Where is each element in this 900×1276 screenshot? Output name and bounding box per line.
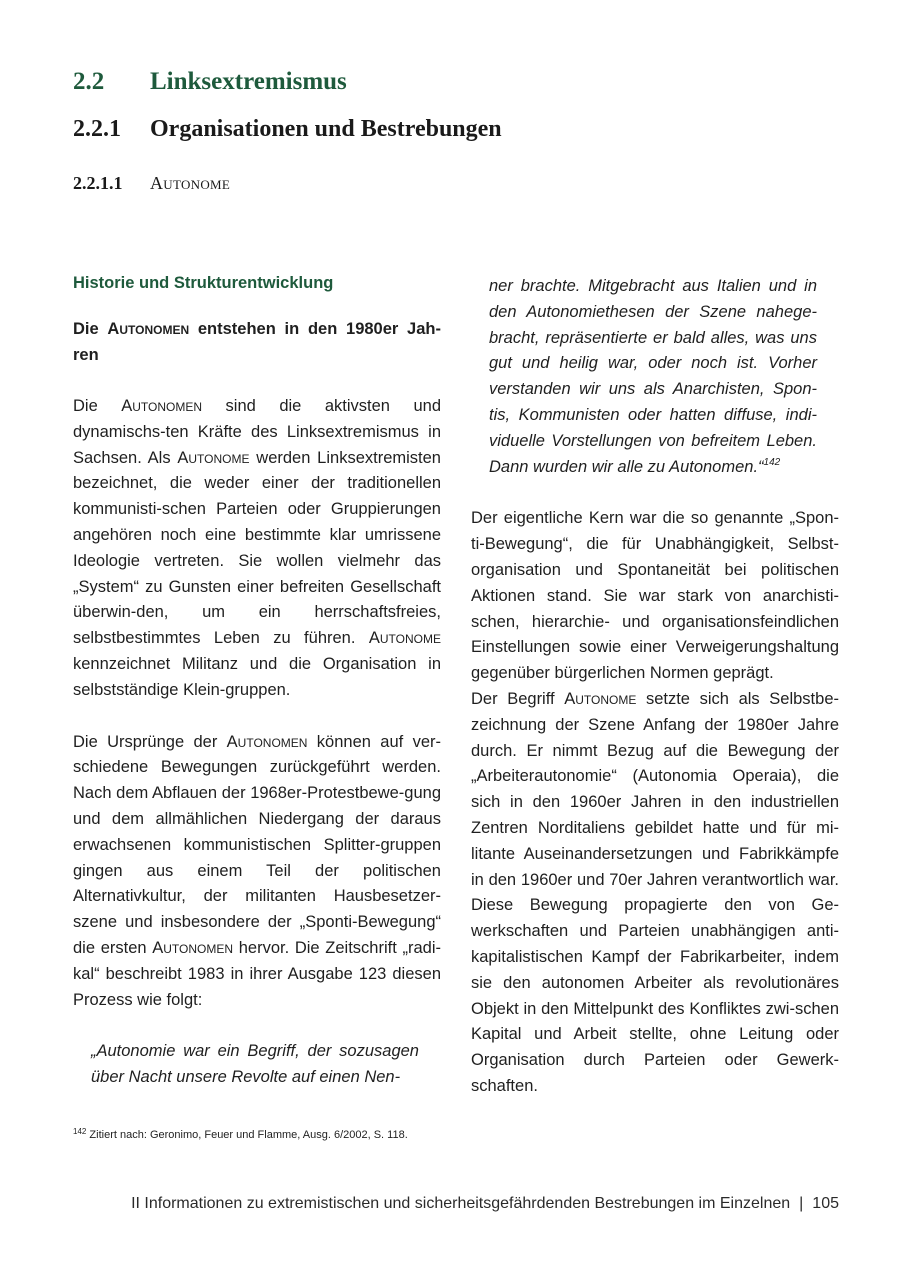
text-run: entstehen in den 1980er Jah-ren xyxy=(73,320,441,364)
footnote-text: Zitiert nach: Geronimo, Feuer und Flamme, Ausg. 6/2002, S. 118. xyxy=(89,1129,408,1141)
section-number: 2.2 xyxy=(73,68,105,95)
section-title: Autonome xyxy=(150,173,231,193)
paragraph-4 xyxy=(471,687,839,1100)
section-heading-2-2-1 xyxy=(73,116,502,143)
text-run: Die xyxy=(73,397,122,415)
footnote xyxy=(73,1129,408,1141)
section-number: 2.2.1 xyxy=(73,116,121,142)
text-run: sind die aktivsten und dynamischs-ten Kräfte des Linksextremismus in Sachsen. Als xyxy=(73,397,441,467)
page-footer xyxy=(131,1195,839,1213)
small-caps-term: Autonome xyxy=(564,689,637,708)
section-heading-2-2-1-1 xyxy=(73,173,230,194)
footnote-reference[interactable]: 142 xyxy=(763,456,781,468)
page-number: 105 xyxy=(812,1195,839,1212)
text-run: ner brachte. Mitgebracht aus Italien und in den Autonomiethesen der Szene nahege-bracht, repräsentierte er bald alles, was uns gut und heilig war, oder noch ist. Vorher verstanden wir uns als Anarchisten, Spon-tis, Kommunisten oder hatten diffuse, indi-viduelle Vorstellungen von befreitem Leben. Dann wurden wir alle zu Autonomen.“ xyxy=(489,277,817,476)
paragraph-1 xyxy=(73,394,441,704)
section-title: Linksextremismus xyxy=(150,68,347,95)
footer-separator: | xyxy=(799,1195,804,1212)
text-run: Die xyxy=(73,320,108,338)
text-run: Die Ursprünge der xyxy=(73,732,227,751)
text-run: hervor. Die Zeitschrift „radi-kal“ beschreibt 1983 in ihrer Ausgabe 123 diesen Prozess wie folgt: xyxy=(73,938,441,1009)
text-run: kennzeichnet Militanz und die Organisation in selbstständige Klein-gruppen. xyxy=(73,654,441,699)
small-caps-term: Autonome xyxy=(177,448,250,467)
right-column xyxy=(471,274,839,1100)
small-caps-term: Autonomen xyxy=(226,732,308,751)
footnote-number: 142 xyxy=(73,1127,87,1136)
section-number: 2.2.1.1 xyxy=(73,173,123,193)
left-column xyxy=(73,270,441,1091)
paragraph-3: Der eigentliche Kern war die so genannte „Spon-ti-Bewegung“, die für Unabhängigkeit, Selbst-organisation und Spontaneität bei politischen Aktionen stand. Sie war stark von anarchisti-schen, hierarchie- und organisationsfeindlichen Einstellungen sowie einer Verweigerungshaltung gegenüber bürgerlichen Normen geprägt. xyxy=(471,509,839,683)
text-run: Der Begriff xyxy=(471,689,565,708)
subheading-autonome-origin xyxy=(73,316,441,368)
section-title: Organisationen und Bestrebungen xyxy=(150,116,502,142)
small-caps-term: Autonomen xyxy=(121,397,203,415)
section-heading-2-2 xyxy=(73,68,347,96)
subheading-history: Historie und Strukturentwicklung xyxy=(73,274,334,292)
quote-start: „Autonomie war ein Begriff, der sozusagen über Nacht unsere Revolte auf einen Nen- xyxy=(91,1042,419,1087)
text-run: können auf ver-schiedene Bewegungen zurückgeführt werden. Nach dem Abflauen der 1968er-Protestbewe-gung und dem allmählichen Niedergang der daraus erwachsenen kommunistischen Splitter-gruppen gingen aus einem Teil der politischen Alternativkultur, der militanten Hausbesetzer-szene und insbesondere der „Sponti-Bewegung“ die ersten xyxy=(73,732,441,957)
paragraph-2 xyxy=(73,730,441,1014)
small-caps-term: Autonome xyxy=(368,629,441,648)
text-run: werden Linksextremisten bezeichnet, die weder einer der traditionellen kommunisti-schen Parteien oder Gruppierungen angehören noch eine bestimmte klar umrissene Ideologie vertreten. Sie wollen vielmehr das „System“ zu Gunsten einer befreiten Gesellschaft überwin-den, um ein herrschaftsfreies, selbstbestimmtes Leben zu führen. xyxy=(73,448,441,648)
small-caps-term: Autonomen xyxy=(107,320,190,338)
quote-end xyxy=(471,274,839,480)
small-caps-term: Autonomen xyxy=(152,938,234,957)
footer-text: II Informationen zu extremistischen und sicherheitsgefährdenden Bestrebungen im Einzelnen xyxy=(131,1195,791,1212)
text-run: setzte sich als Selbstbe-zeichnung der Szene Anfang der 1980er Jahre durch. Er nimmt Bezug auf die Bewegung der „Arbeiterautonomie“ (Autonomia Operaia), die sich in den 1960er Jahren in den industriellen Zentren Norditaliens gebildet hatte und für mi-litante Auseinandersetzungen und Fabrikkämpfe in den 1960er und 70er Jahren verantwortlich war. Diese Bewegung propagierte den von Ge-werkschaften und Parteien unabhängigen anti-kapitalistischen Kampf der Fabrikarbeiter, indem sie den autonomen Arbeiter als revolutionäres Objekt in den Mittelpunkt des Konfliktes zwi-schen Kapital und Arbeit stellte, ohne Leitung oder Organisation durch Parteien oder Gewerk-schaften. xyxy=(471,689,839,1095)
